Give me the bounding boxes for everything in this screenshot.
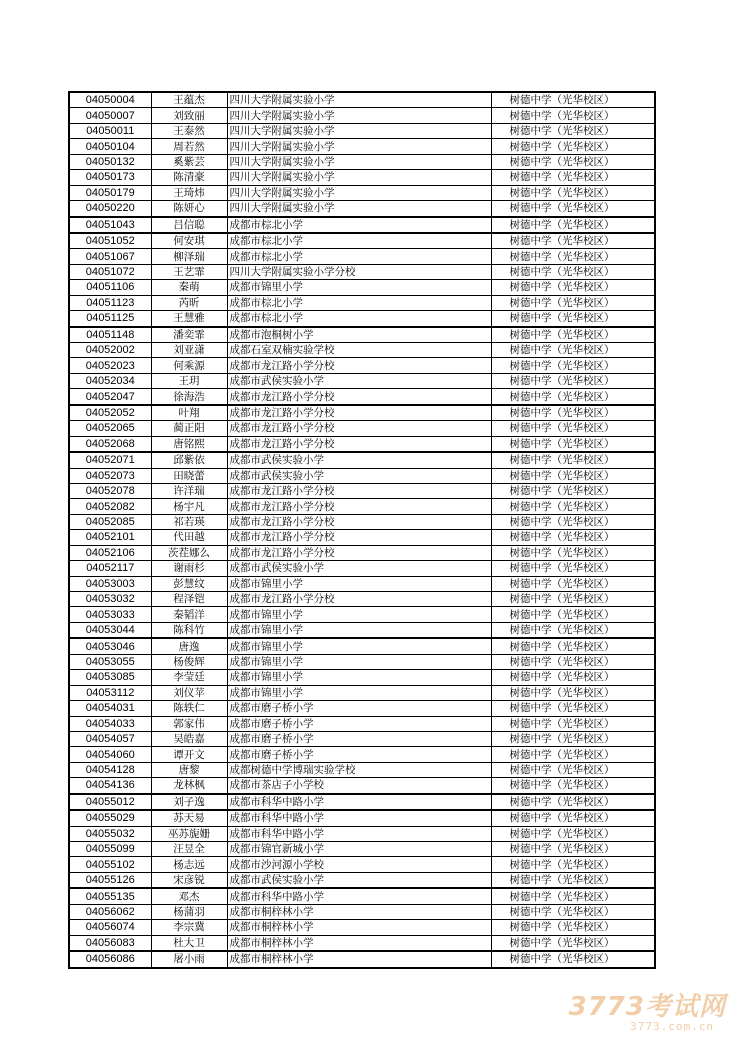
primary-school-cell: 成都市桐梓林小学 [227, 935, 491, 951]
primary-school-cell: 成都市科华中路小学 [227, 794, 491, 810]
student-name-cell: 王玥 [151, 373, 227, 388]
student-name-cell: 谭开文 [151, 747, 227, 762]
primary-school-cell: 成都市龙江路小学分校 [227, 592, 491, 607]
primary-school-cell: 四川大学附属实验小学分校 [227, 264, 491, 279]
student-name-cell: 徐海浩 [151, 389, 227, 405]
student-name-cell: 邓杰 [151, 888, 227, 904]
table-row [69, 452, 655, 468]
primary-school-cell: 四川大学附属实验小学 [227, 92, 491, 108]
table-row [69, 685, 655, 700]
admitted-school-cell: 树德中学（光华校区） [491, 561, 655, 576]
student-name-cell: 杨蒲羽 [151, 904, 227, 919]
admitted-school-cell: 树德中学（光华校区） [491, 857, 655, 872]
admitted-school-cell: 树德中学（光华校区） [491, 264, 655, 279]
table-row [69, 108, 655, 123]
primary-school-cell: 成都市锦里小学 [227, 607, 491, 622]
student-name-cell: 陈妍心 [151, 201, 227, 217]
student-id-cell: 04052106 [69, 545, 151, 560]
primary-school-cell: 成都市棕北小学 [227, 233, 491, 249]
admitted-school-cell: 树德中学（光华校区） [491, 872, 655, 888]
primary-school-cell: 四川大学附属实验小学 [227, 185, 491, 200]
student-name-cell: 龙林枫 [151, 778, 227, 794]
primary-school-cell: 成都市锦里小学 [227, 576, 491, 591]
primary-school-cell: 成都市龙江路小学分校 [227, 436, 491, 452]
admitted-school-cell: 树德中学（光华校区） [491, 545, 655, 560]
admitted-school-cell: 树德中学（光华校区） [491, 747, 655, 762]
student-name-cell: 何乘源 [151, 358, 227, 373]
student-id-cell: 04055126 [69, 872, 151, 888]
student-id-cell: 04052082 [69, 499, 151, 514]
table-row [69, 123, 655, 138]
student-id-cell: 04052078 [69, 483, 151, 498]
table-row [69, 530, 655, 545]
primary-school-cell: 成都市龙江路小学分校 [227, 545, 491, 560]
admitted-school-cell: 树德中学（光华校区） [491, 842, 655, 857]
primary-school-cell: 四川大学附属实验小学 [227, 170, 491, 185]
table-row [69, 217, 655, 233]
watermark-logo: 3773考试网 [568, 992, 726, 1022]
student-id-cell: 04053033 [69, 607, 151, 622]
primary-school-cell: 成都市磨子桥小学 [227, 701, 491, 716]
primary-school-cell: 成都市锦里小学 [227, 638, 491, 654]
site-watermark [564, 992, 734, 1040]
admitted-school-cell: 树德中学（光华校区） [491, 185, 655, 200]
admitted-school-cell: 树德中学（光华校区） [491, 670, 655, 685]
table-row [69, 389, 655, 405]
table-row [69, 622, 655, 638]
table-row [69, 483, 655, 498]
student-name-cell: 潘奕霏 [151, 327, 227, 343]
student-id-cell: 04051148 [69, 327, 151, 343]
table-row [69, 373, 655, 388]
primary-school-cell: 成都市龙江路小学分校 [227, 405, 491, 421]
primary-school-cell: 成都市科华中路小学 [227, 810, 491, 826]
table-row [69, 311, 655, 327]
table-row [69, 810, 655, 826]
table-row [69, 872, 655, 888]
student-name-cell: 周若然 [151, 139, 227, 154]
student-name-cell: 田晓蕾 [151, 468, 227, 483]
student-name-cell: 程泽铠 [151, 592, 227, 607]
student-id-cell: 04050173 [69, 170, 151, 185]
table-row [69, 888, 655, 904]
admitted-school-cell: 树德中学（光华校区） [491, 201, 655, 217]
admitted-school-cell: 树德中学（光华校区） [491, 108, 655, 123]
table-row [69, 280, 655, 295]
table-row [69, 545, 655, 560]
admitted-school-cell: 树德中学（光华校区） [491, 170, 655, 185]
student-id-cell: 04055102 [69, 857, 151, 872]
student-name-cell: 刘子逸 [151, 794, 227, 810]
watermark-url: 3773.com.cn [630, 1020, 714, 1033]
student-id-cell: 04052034 [69, 373, 151, 388]
student-id-cell: 04055029 [69, 810, 151, 826]
table-row [69, 343, 655, 358]
admitted-school-cell: 树德中学（光华校区） [491, 217, 655, 233]
primary-school-cell: 成都市武侯实验小学 [227, 452, 491, 468]
admitted-school-cell: 树德中学（光华校区） [491, 421, 655, 436]
admitted-school-cell: 树德中学（光华校区） [491, 436, 655, 452]
table-row [69, 826, 655, 841]
primary-school-cell: 成都树德中学博瑞实验学校 [227, 762, 491, 777]
admitted-school-cell: 树德中学（光华校区） [491, 389, 655, 405]
student-name-cell: 唐逸 [151, 638, 227, 654]
student-id-cell: 04053055 [69, 654, 151, 669]
table-row [69, 951, 655, 967]
admitted-school-cell: 树德中学（光华校区） [491, 468, 655, 483]
primary-school-cell: 成都市锦里小学 [227, 622, 491, 638]
primary-school-cell: 成都市武侯实验小学 [227, 561, 491, 576]
table-row [69, 170, 655, 185]
primary-school-cell: 成都市武侯实验小学 [227, 468, 491, 483]
student-id-cell: 04052065 [69, 421, 151, 436]
student-name-cell: 苏天易 [151, 810, 227, 826]
student-name-cell: 刘致丽 [151, 108, 227, 123]
admitted-school-cell: 树德中学（光华校区） [491, 139, 655, 154]
student-name-cell: 杨志远 [151, 857, 227, 872]
student-name-cell: 郭家伟 [151, 716, 227, 731]
admitted-school-cell: 树德中学（光华校区） [491, 607, 655, 622]
primary-school-cell: 成都市武侯实验小学 [227, 872, 491, 888]
student-id-cell: 04052023 [69, 358, 151, 373]
primary-school-cell: 成都市锦里小学 [227, 280, 491, 295]
student-name-cell: 王蕴杰 [151, 92, 227, 108]
student-id-cell: 04050007 [69, 108, 151, 123]
admitted-school-cell: 树德中学（光华校区） [491, 622, 655, 638]
student-id-cell: 04052071 [69, 452, 151, 468]
student-id-cell: 04053046 [69, 638, 151, 654]
student-name-cell: 吕信聪 [151, 217, 227, 233]
primary-school-cell: 成都市锦里小学 [227, 670, 491, 685]
table-row [69, 405, 655, 421]
student-name-cell: 李宗冀 [151, 920, 227, 935]
student-name-cell: 巫苏旎姗 [151, 826, 227, 841]
table-row [69, 701, 655, 716]
student-name-cell: 王艺霏 [151, 264, 227, 279]
table-row [69, 638, 655, 654]
table-row [69, 499, 655, 514]
student-id-cell: 04050220 [69, 201, 151, 217]
admitted-school-cell: 树德中学（光华校区） [491, 794, 655, 810]
table-row [69, 154, 655, 169]
student-id-cell: 04055099 [69, 842, 151, 857]
admitted-school-cell: 树德中学（光华校区） [491, 904, 655, 919]
student-name-cell: 杨宇凡 [151, 499, 227, 514]
table-row [69, 670, 655, 685]
admitted-school-cell: 树德中学（光华校区） [491, 778, 655, 794]
admitted-school-cell: 树德中学（光华校区） [491, 530, 655, 545]
student-name-cell: 何安琪 [151, 233, 227, 249]
student-name-cell: 李莹廷 [151, 670, 227, 685]
admitted-school-cell: 树德中学（光华校区） [491, 405, 655, 421]
primary-school-cell: 成都市龙江路小学分校 [227, 483, 491, 498]
student-id-cell: 04051123 [69, 295, 151, 310]
student-id-cell: 04053085 [69, 670, 151, 685]
student-id-cell: 04055032 [69, 826, 151, 841]
admitted-school-cell: 树德中学（光华校区） [491, 592, 655, 607]
student-name-cell: 王泰然 [151, 123, 227, 138]
student-name-cell: 王琦炜 [151, 185, 227, 200]
primary-school-cell: 成都市科华中路小学 [227, 888, 491, 904]
student-id-cell: 04052052 [69, 405, 151, 421]
table-row [69, 249, 655, 264]
admitted-school-cell: 树德中学（光华校区） [491, 716, 655, 731]
student-id-cell: 04052085 [69, 514, 151, 529]
primary-school-cell: 成都石室双楠实验学校 [227, 343, 491, 358]
primary-school-cell: 成都市龙江路小学分校 [227, 530, 491, 545]
student-name-cell: 宋彦锐 [151, 872, 227, 888]
table-row [69, 201, 655, 217]
student-id-cell: 04056062 [69, 904, 151, 919]
admitted-school-cell: 树德中学（光华校区） [491, 762, 655, 777]
primary-school-cell: 成都市武侯实验小学 [227, 373, 491, 388]
primary-school-cell: 成都市锦里小学 [227, 685, 491, 700]
table-row [69, 762, 655, 777]
student-id-cell: 04054033 [69, 716, 151, 731]
primary-school-cell: 成都市锦里小学 [227, 654, 491, 669]
student-name-cell: 彭慧纹 [151, 576, 227, 591]
table-row [69, 857, 655, 872]
admitted-school-cell: 树德中学（光华校区） [491, 452, 655, 468]
student-id-cell: 04056074 [69, 920, 151, 935]
primary-school-cell: 成都市棕北小学 [227, 249, 491, 264]
student-id-cell: 04050179 [69, 185, 151, 200]
admission-roster-table [68, 91, 656, 969]
student-name-cell: 吴皓嘉 [151, 731, 227, 746]
primary-school-cell: 成都市龙江路小学分校 [227, 514, 491, 529]
student-name-cell: 祁若瑛 [151, 514, 227, 529]
student-id-cell: 04051052 [69, 233, 151, 249]
student-name-cell: 代田越 [151, 530, 227, 545]
primary-school-cell: 四川大学附属实验小学 [227, 201, 491, 217]
admitted-school-cell: 树德中学（光华校区） [491, 638, 655, 654]
admitted-school-cell: 树德中学（光华校区） [491, 920, 655, 935]
table-row [69, 935, 655, 951]
student-id-cell: 04056083 [69, 935, 151, 951]
student-name-cell: 汪昱全 [151, 842, 227, 857]
primary-school-cell: 成都市科华中路小学 [227, 826, 491, 841]
primary-school-cell: 成都市磨子桥小学 [227, 731, 491, 746]
student-name-cell: 王慧雅 [151, 311, 227, 327]
student-id-cell: 04051072 [69, 264, 151, 279]
admitted-school-cell: 树德中学（光华校区） [491, 951, 655, 967]
student-id-cell: 04053032 [69, 592, 151, 607]
student-id-cell: 04053112 [69, 685, 151, 700]
primary-school-cell: 成都市茶店子小学校 [227, 778, 491, 794]
student-name-cell: 秦萌 [151, 280, 227, 295]
student-name-cell: 芮昕 [151, 295, 227, 310]
admitted-school-cell: 树德中学（光华校区） [491, 483, 655, 498]
admitted-school-cell: 树德中学（光华校区） [491, 343, 655, 358]
admitted-school-cell: 树德中学（光华校区） [491, 935, 655, 951]
admitted-school-cell: 树德中学（光华校区） [491, 233, 655, 249]
admitted-school-cell: 树德中学（光华校区） [491, 249, 655, 264]
primary-school-cell: 成都市棕北小学 [227, 295, 491, 310]
student-name-cell: 刘亚潇 [151, 343, 227, 358]
admitted-school-cell: 树德中学（光华校区） [491, 731, 655, 746]
student-id-cell: 04054136 [69, 778, 151, 794]
admitted-school-cell: 树德中学（光华校区） [491, 514, 655, 529]
table-row [69, 731, 655, 746]
table-row [69, 654, 655, 669]
student-name-cell: 唐铭熙 [151, 436, 227, 452]
primary-school-cell: 四川大学附属实验小学 [227, 139, 491, 154]
roster-body [69, 92, 655, 968]
student-id-cell: 04052073 [69, 468, 151, 483]
admitted-school-cell: 树德中学（光华校区） [491, 92, 655, 108]
admitted-school-cell: 树德中学（光华校区） [491, 701, 655, 716]
table-row [69, 747, 655, 762]
student-id-cell: 04051106 [69, 280, 151, 295]
student-id-cell: 04051125 [69, 311, 151, 327]
admitted-school-cell: 树德中学（光华校区） [491, 327, 655, 343]
table-row [69, 716, 655, 731]
admitted-school-cell: 树德中学（光华校区） [491, 888, 655, 904]
admitted-school-cell: 树德中学（光华校区） [491, 154, 655, 169]
admitted-school-cell: 树德中学（光华校区） [491, 685, 655, 700]
student-id-cell: 04053044 [69, 622, 151, 638]
student-name-cell: 蔺正阳 [151, 421, 227, 436]
table-row [69, 295, 655, 310]
primary-school-cell: 成都市桐梓林小学 [227, 951, 491, 967]
student-id-cell: 04054060 [69, 747, 151, 762]
student-id-cell: 04052117 [69, 561, 151, 576]
admitted-school-cell: 树德中学（光华校区） [491, 373, 655, 388]
primary-school-cell: 成都市龙江路小学分校 [227, 389, 491, 405]
student-name-cell: 屠小雨 [151, 951, 227, 967]
student-id-cell: 04054057 [69, 731, 151, 746]
table-row [69, 92, 655, 108]
student-id-cell: 04055135 [69, 888, 151, 904]
admitted-school-cell: 树德中学（光华校区） [491, 826, 655, 841]
table-row [69, 327, 655, 343]
primary-school-cell: 成都市棕北小学 [227, 311, 491, 327]
table-row [69, 514, 655, 529]
primary-school-cell: 四川大学附属实验小学 [227, 108, 491, 123]
student-name-cell: 秦韬洋 [151, 607, 227, 622]
primary-school-cell: 成都市锦官新城小学 [227, 842, 491, 857]
primary-school-cell: 成都市龙江路小学分校 [227, 421, 491, 436]
table-row [69, 576, 655, 591]
admitted-school-cell: 树德中学（光华校区） [491, 123, 655, 138]
student-id-cell: 04052101 [69, 530, 151, 545]
student-id-cell: 04055012 [69, 794, 151, 810]
table-row [69, 358, 655, 373]
table-row [69, 561, 655, 576]
student-name-cell: 谢雨杉 [151, 561, 227, 576]
table-row [69, 185, 655, 200]
student-id-cell: 04054031 [69, 701, 151, 716]
student-id-cell: 04050004 [69, 92, 151, 108]
primary-school-cell: 成都市龙江路小学分校 [227, 358, 491, 373]
primary-school-cell: 成都市桐梓林小学 [227, 920, 491, 935]
admitted-school-cell: 树德中学（光华校区） [491, 311, 655, 327]
student-name-cell: 茨茬娜么 [151, 545, 227, 560]
table-row [69, 607, 655, 622]
student-name-cell: 陈清豪 [151, 170, 227, 185]
table-row [69, 778, 655, 794]
admitted-school-cell: 树德中学（光华校区） [491, 358, 655, 373]
primary-school-cell: 成都市磨子桥小学 [227, 716, 491, 731]
student-name-cell: 杨俊辉 [151, 654, 227, 669]
student-id-cell: 04052068 [69, 436, 151, 452]
table-row [69, 920, 655, 935]
table-row [69, 233, 655, 249]
student-id-cell: 04051067 [69, 249, 151, 264]
student-id-cell: 04051043 [69, 217, 151, 233]
table-row [69, 436, 655, 452]
student-name-cell: 柳泽瑞 [151, 249, 227, 264]
student-name-cell: 杜大卫 [151, 935, 227, 951]
student-id-cell: 04054128 [69, 762, 151, 777]
table-row [69, 794, 655, 810]
student-name-cell: 邱紫依 [151, 452, 227, 468]
student-id-cell: 04056086 [69, 951, 151, 967]
table-row [69, 592, 655, 607]
student-name-cell: 许洋瑞 [151, 483, 227, 498]
primary-school-cell: 成都市龙江路小学分校 [227, 499, 491, 514]
student-name-cell: 唐黎 [151, 762, 227, 777]
admitted-school-cell: 树德中学（光华校区） [491, 810, 655, 826]
table-row [69, 904, 655, 919]
student-id-cell: 04052002 [69, 343, 151, 358]
student-name-cell: 刘仪苹 [151, 685, 227, 700]
admitted-school-cell: 树德中学（光华校区） [491, 654, 655, 669]
student-name-cell: 陈科竹 [151, 622, 227, 638]
primary-school-cell: 成都市棕北小学 [227, 217, 491, 233]
student-name-cell: 叶翔 [151, 405, 227, 421]
primary-school-cell: 四川大学附属实验小学 [227, 154, 491, 169]
student-id-cell: 04050104 [69, 139, 151, 154]
admitted-school-cell: 树德中学（光华校区） [491, 295, 655, 310]
student-name-cell: 奚紫芸 [151, 154, 227, 169]
primary-school-cell: 成都市泡桐树小学 [227, 327, 491, 343]
admitted-school-cell: 树德中学（光华校区） [491, 280, 655, 295]
student-name-cell: 陈轶仁 [151, 701, 227, 716]
student-id-cell: 04052047 [69, 389, 151, 405]
student-id-cell: 04050132 [69, 154, 151, 169]
student-id-cell: 04050011 [69, 123, 151, 138]
table-row [69, 264, 655, 279]
primary-school-cell: 成都市沙河源小学校 [227, 857, 491, 872]
table-row [69, 421, 655, 436]
admitted-school-cell: 树德中学（光华校区） [491, 499, 655, 514]
student-id-cell: 04053003 [69, 576, 151, 591]
table-row [69, 139, 655, 154]
table-row [69, 468, 655, 483]
admitted-school-cell: 树德中学（光华校区） [491, 576, 655, 591]
primary-school-cell: 成都市磨子桥小学 [227, 747, 491, 762]
table-row [69, 842, 655, 857]
primary-school-cell: 四川大学附属实验小学 [227, 123, 491, 138]
primary-school-cell: 成都市桐梓林小学 [227, 904, 491, 919]
